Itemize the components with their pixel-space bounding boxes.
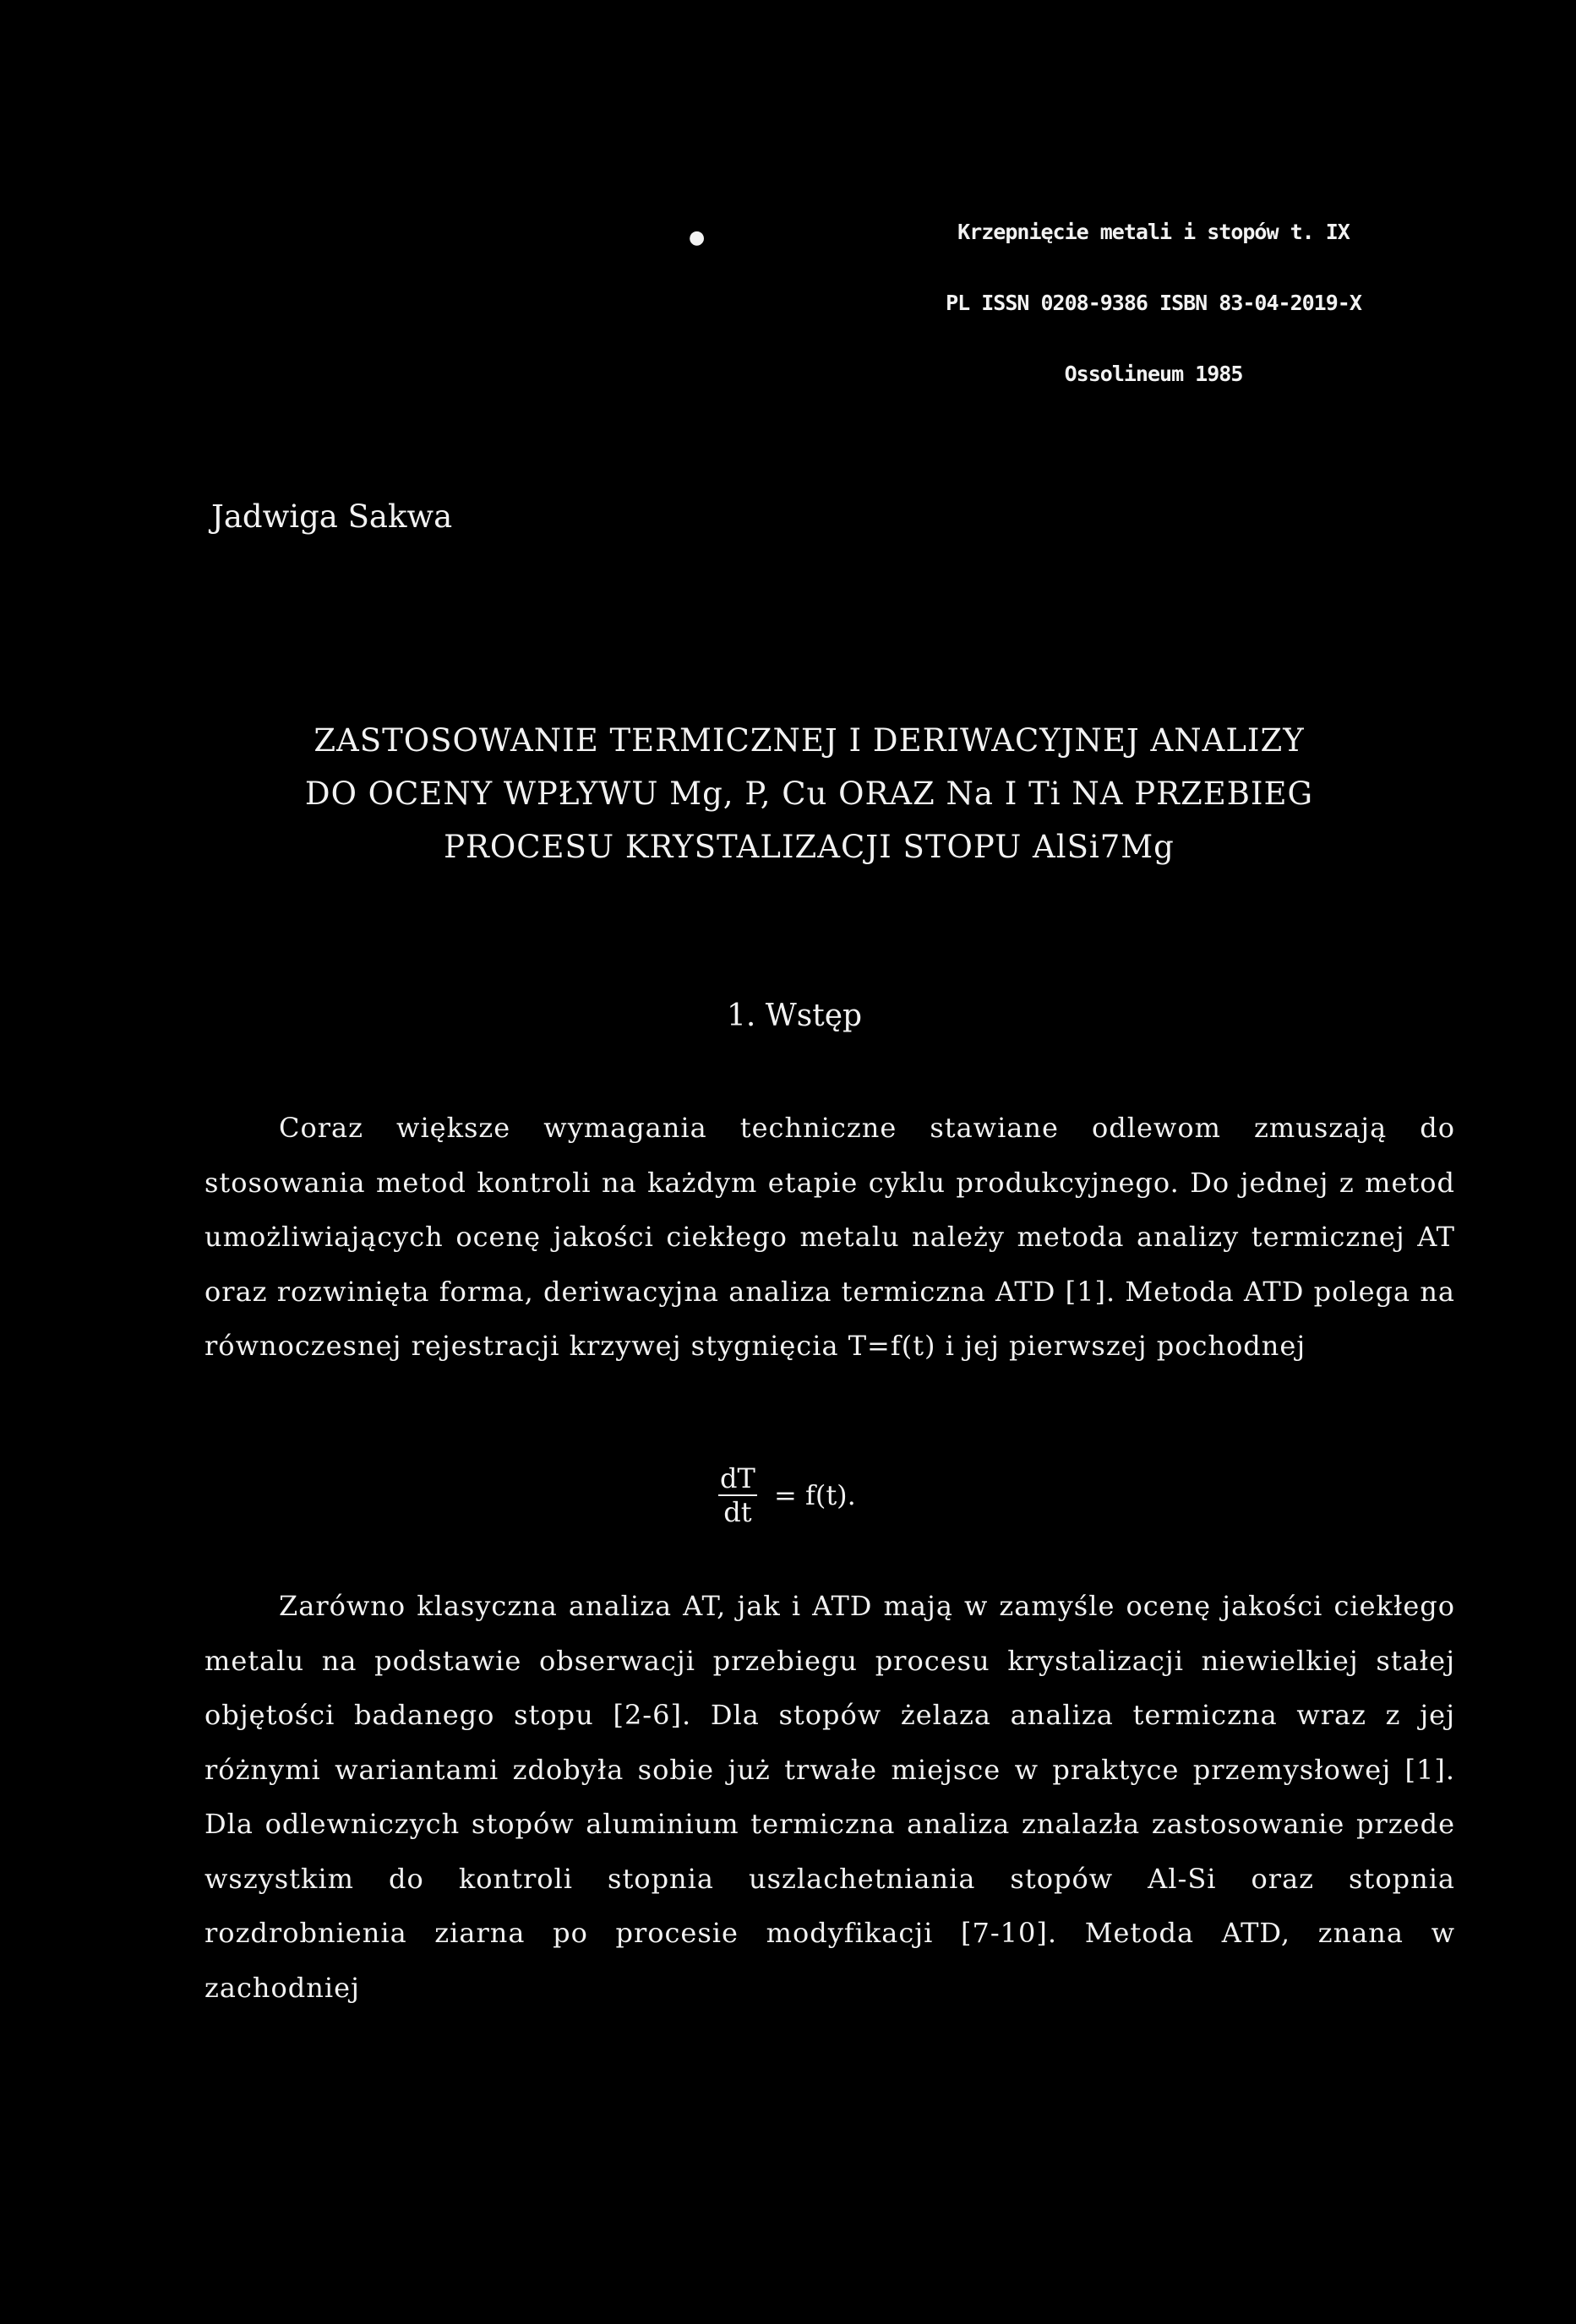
title-line-3: PROCESU KRYSTALIZACJI STOPU AlSi7Mg: [444, 829, 1175, 865]
formula-rhs: = f(t).: [774, 1479, 856, 1511]
section-heading: 1. Wstęp: [727, 999, 863, 1033]
author-name: Jadwiga Sakwa: [211, 498, 453, 535]
derivative-fraction: [718, 1462, 757, 1528]
fraction-numerator: dT: [720, 1462, 755, 1494]
fraction-denominator: dt: [723, 1496, 752, 1528]
paragraph-1: Coraz większe wymagania techniczne stawiane odlewom zmuszają do stosowania metod kontroli na każdym etapie cyklu produkcyjnego. Do jednej z metod umożliwiających ocenę jakości ciekłego metalu należy metoda analizy termicznej AT oraz rozwinięta forma, deriwacyjna analiza termiczna ATD [1]. Metoda ATD polega na równoczesnej rejestracji krzywej stygnięcia T=f(t) i jej pierwszej pochodnej: [204, 1112, 1455, 1362]
title-line-2: DO OCENY WPŁYWU Mg, P, Cu ORAZ Na I Ti NA PRZEBIEG: [304, 776, 1314, 812]
issn-isbn-line: PL ISSN 0208-9386 ISBN 83-04-2019-X: [946, 291, 1361, 315]
bullet-mark: ●: [689, 227, 706, 248]
publication-header: [917, 173, 1390, 410]
title-line-1: ZASTOSOWANIE TERMICZNEJ I DERIWACYJNEJ ANALIZY: [314, 722, 1305, 759]
paper-title: [211, 714, 1407, 874]
derivative-formula: [718, 1462, 856, 1528]
journal-line: Krzepnięcie metali i stopów t. IX: [957, 220, 1350, 244]
publisher-line: Ossolineum 1985: [1064, 362, 1243, 386]
paragraph-2: Zarówno klasyczna analiza AT, jak i ATD mają w zamyśle ocenę jakości ciekłego metalu na podstawie obserwacji przebiegu procesu krystalizacji niewielkiej stałej objętości badanego stopu [2-6]. Dla stopów żelaza analiza termiczna wraz z jej różnymi wariantami zdobyła sobie już trwałe miejsce w praktyce przemysłowej [1]. Dla odlewniczych stopów aluminium termiczna analiza znalazła zastosowanie przede wszystkim do kontroli stopnia uszlachetniania stopów Al-Si oraz stopnia rozdrobnienia ziarna po procesie modyfikacji [7-10]. Metoda ATD, znana w zachodniej: [204, 1590, 1455, 2004]
